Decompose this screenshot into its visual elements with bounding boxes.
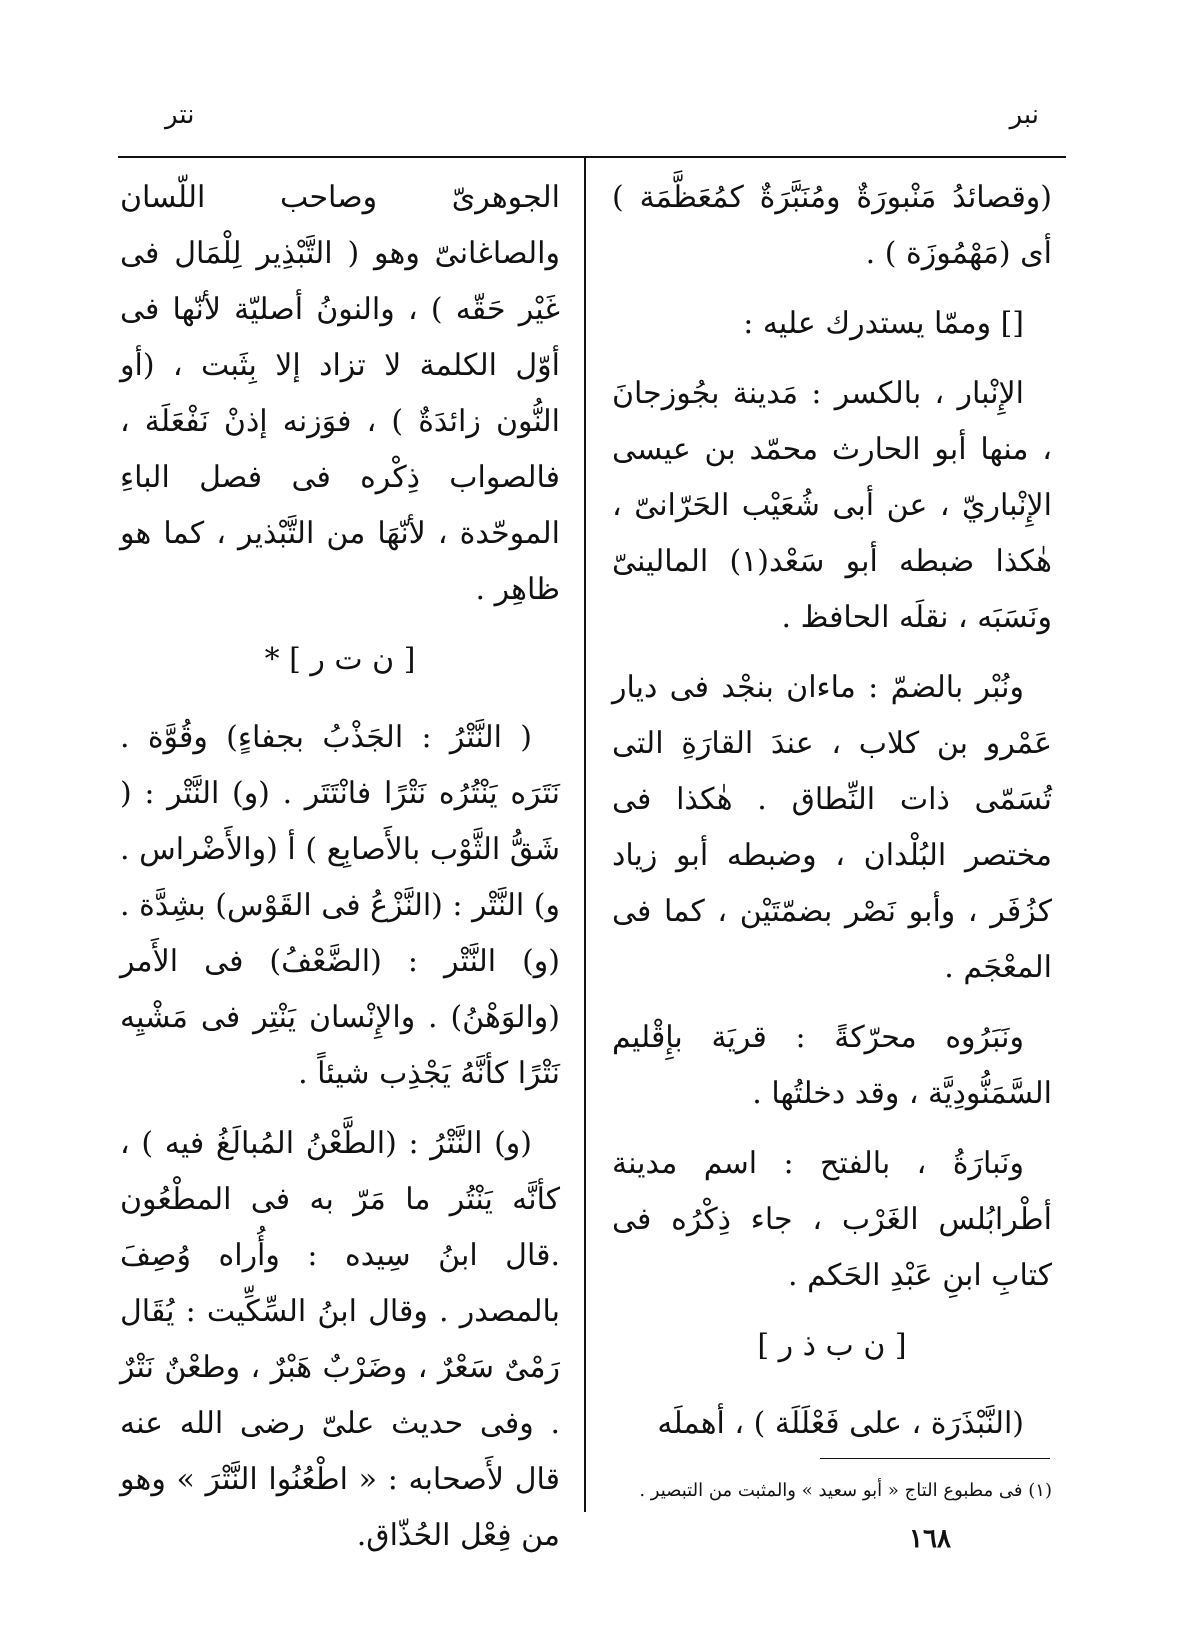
right-para-1: (وقصائدُ مَنْبورَةٌ ومُنَبَّرَةٌ كمُعَظَّمَة ) أى (مَهْمُوزَة ) . xyxy=(612,180,1052,271)
page-number: ١٦٨ xyxy=(909,1524,951,1554)
right-column xyxy=(612,170,1052,1466)
left-column xyxy=(120,170,560,1578)
footnote: (١) فى مطبوع التاج « أبو سعيد » والمثبت من التبصير . xyxy=(639,1480,1052,1501)
right-para-5: ونَبَرُوه محرّكةً : قريَة بإِقْليم السَّمَنُّودِيَّة ، وقد دخلتُها . xyxy=(612,1020,1052,1111)
footnote-rule xyxy=(820,1458,1050,1459)
entry-heading-nbdhr: [ ن ب ذ ر ] xyxy=(757,1328,907,1363)
running-header-left: نتر xyxy=(165,100,195,130)
running-header-right: نبر xyxy=(1009,100,1039,130)
left-para-2: ( النَّتْرُ : الجَذْبُ بجفاءٍ) وقُوَّة . نَتَرَه يَنْتُرُه نَتْرًا فانْتَتَر . (و) النَّتْر : ( شَقُّ الثَّوْب بالأَصابِع ) أ (والأَضْراس . و) النَّتْر : (النَّزْعُ فى القَوْس) بشِدَّة . (و) النَّتْر : (الضَّعْفُ) فى الأَمر (والوَهْنُ) . والإِنْسان يَنْتِر فى مَشْيِه نَتْرًا كأنَّهُ يَجْذِب شيئاً . xyxy=(120,720,560,1091)
right-para-6: ونَبارَةُ ، بالفتح : اسم مدينة أطْرابُلس الغَرْب ، جاء ذِكْرُه فى كتابِ ابنِ عَبْدِ الحَكم . xyxy=(612,1146,1052,1293)
left-para-1: الجوهرىّ وصاحب اللّسان والصاغانىّ وهو ( التَّبْذِير لِلْمَال فى غَيْر حَقّه ) ، والنونُ أصليّة لأنّها فى أوّل الكلمة لا تزاد إلا بِثَبت ، (أو النُّون زائدَةٌ ) ، فوَزنه إذنْ نَفْعَلَة ، فالصواب ذِكْره فى فصل الباءِ الموحّدة ، لأنّهَا من التَّبْذير ، كما هو ظاهِر . xyxy=(120,180,560,607)
right-para-7: (النَّبْذَرَة ، على فَعْلَلَة ) ، أهملَه xyxy=(657,1406,1024,1441)
right-para-3: الإِنْبار ، بالكسر : مَدينة بجُوزجانَ ، منها أبو الحارث محمّد بن عيسى الإِنْباريّ ، عن أبى شُعَيْب الحَرّانىّ ، هٰكذا ضبطه أبو سَعْد(١) المالينىّ ونَسَبَه ، نقلَه الحافظ . xyxy=(612,376,1052,635)
header-rule xyxy=(118,156,1066,158)
column-divider xyxy=(584,158,586,1512)
entry-heading-ntr: [ ن ت ر ] * xyxy=(264,642,416,677)
left-para-3: (و) النَّتْرُ : (الطَّعْنُ المُبالَغُ فيه ) ، كأنَّه يَنْتُر ما مَرّ به فى المطْعُون .قال ابنُ سِيده : وأُراه وُصِفَ بالمصدر . وقال ابنُ السِّكِّيت : يُقَال رَمْىٌ سَعْرٌ ، وضَرْبٌ هَبْرٌ ، وطعْنٌ نَتْرٌ . وفى حديث علىّ رضى الله عنه قال لأَصحابه : « اطْعُنُوا النَّتْرَ » وهو من فِعْل الحُذّاق. xyxy=(120,1126,560,1553)
right-para-2: [] وممّا يستدرك عليه : xyxy=(743,306,1024,341)
right-para-4: ونُبْر بالضمّ : ماءان بنجْد فى ديار عَمْرو بن كلاب ، عندَ القارَةِ التى تُسَمّى ذات النِّطاق . هٰكذا فى مختصر البُلْدان ، وضبطه أبو زياد كزُفَر ، وأبو نَصْر بضمّتَيْن ، كما فى المعْجَم . xyxy=(612,670,1052,985)
